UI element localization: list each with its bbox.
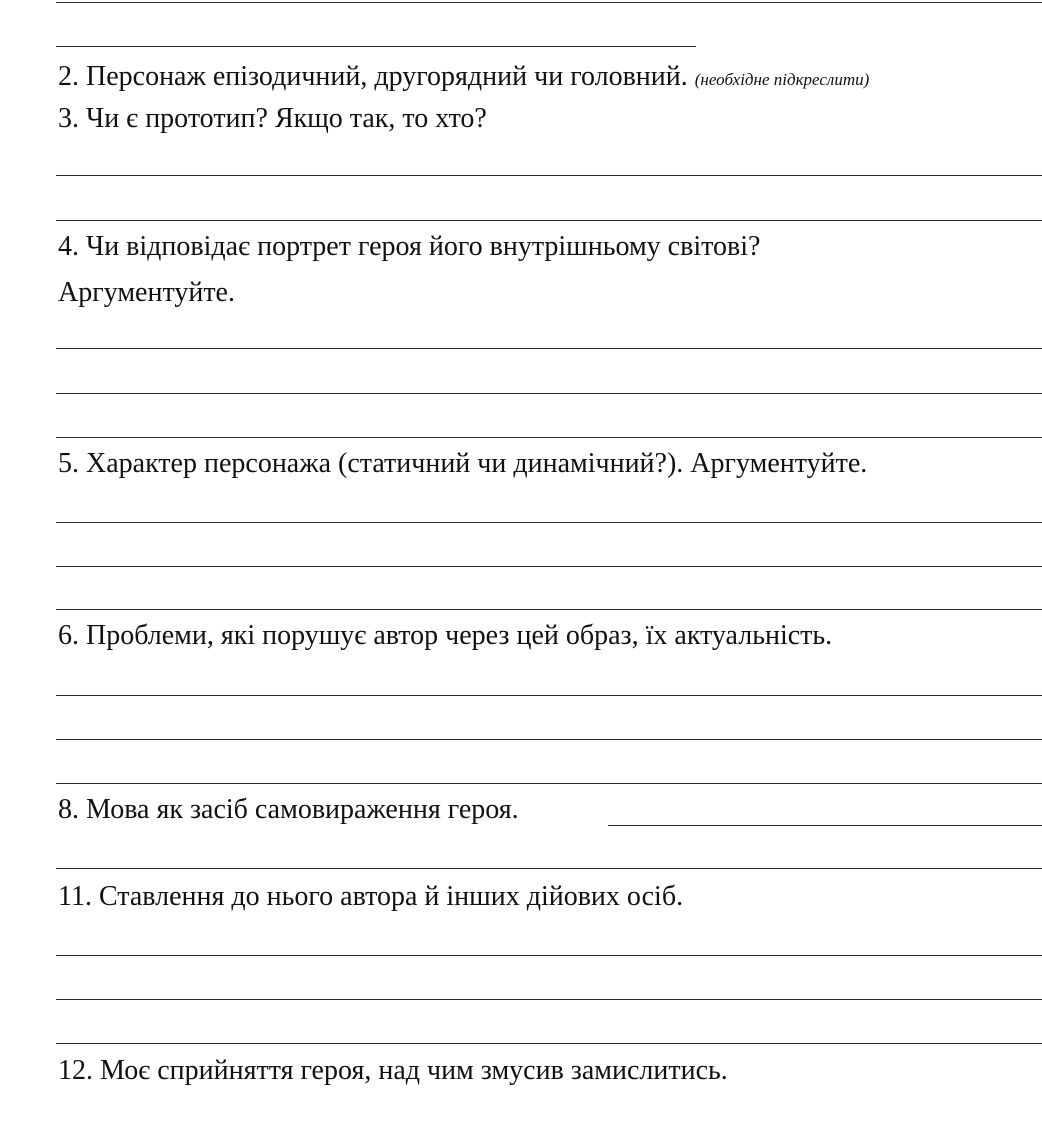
answer-line[interactable] xyxy=(56,868,1042,869)
answer-line[interactable] xyxy=(56,220,1042,221)
answer-line[interactable] xyxy=(56,566,1042,567)
answer-line[interactable] xyxy=(56,695,1042,696)
answer-line-inline[interactable] xyxy=(608,825,1042,826)
answer-line[interactable] xyxy=(56,1043,1042,1044)
answer-line[interactable] xyxy=(56,437,1042,438)
answer-line[interactable] xyxy=(56,46,696,47)
answer-line[interactable] xyxy=(56,522,1042,523)
answer-line[interactable] xyxy=(56,348,1042,349)
answer-line[interactable] xyxy=(56,2,1042,3)
question-8: 8. Мова як засіб самовираження героя. xyxy=(58,794,519,825)
question-5: 5. Характер персонажа (статичний чи динамічний?). Аргументуйте. xyxy=(58,448,868,479)
question-2-text: 2. Персонаж епізодичний, другорядний чи головний. xyxy=(58,61,688,92)
question-11: 11. Ставлення до нього автора й інших дійових осіб. xyxy=(58,881,684,912)
answer-line[interactable] xyxy=(56,955,1042,956)
answer-line[interactable] xyxy=(56,783,1042,784)
answer-line[interactable] xyxy=(56,609,1042,610)
question-6: 6. Проблеми, які порушує автор через цей образ, їх актуальність. xyxy=(58,620,833,651)
question-2-note: (необхідне підкреслити) xyxy=(694,70,870,89)
answer-line[interactable] xyxy=(56,999,1042,1000)
question-12: 12. Моє сприйняття героя, над чим змусив замислитись. xyxy=(58,1055,728,1086)
answer-line[interactable] xyxy=(56,393,1042,394)
question-4-line-2: Аргументуйте. xyxy=(58,277,235,308)
answer-line[interactable] xyxy=(56,739,1042,740)
question-2 xyxy=(58,60,869,97)
answer-line[interactable] xyxy=(56,175,1042,176)
question-4-line-1: 4. Чи відповідає портрет героя його внутрішньому світові? xyxy=(58,231,761,262)
question-3: 3. Чи є прототип? Якщо так, то хто? xyxy=(58,103,487,134)
